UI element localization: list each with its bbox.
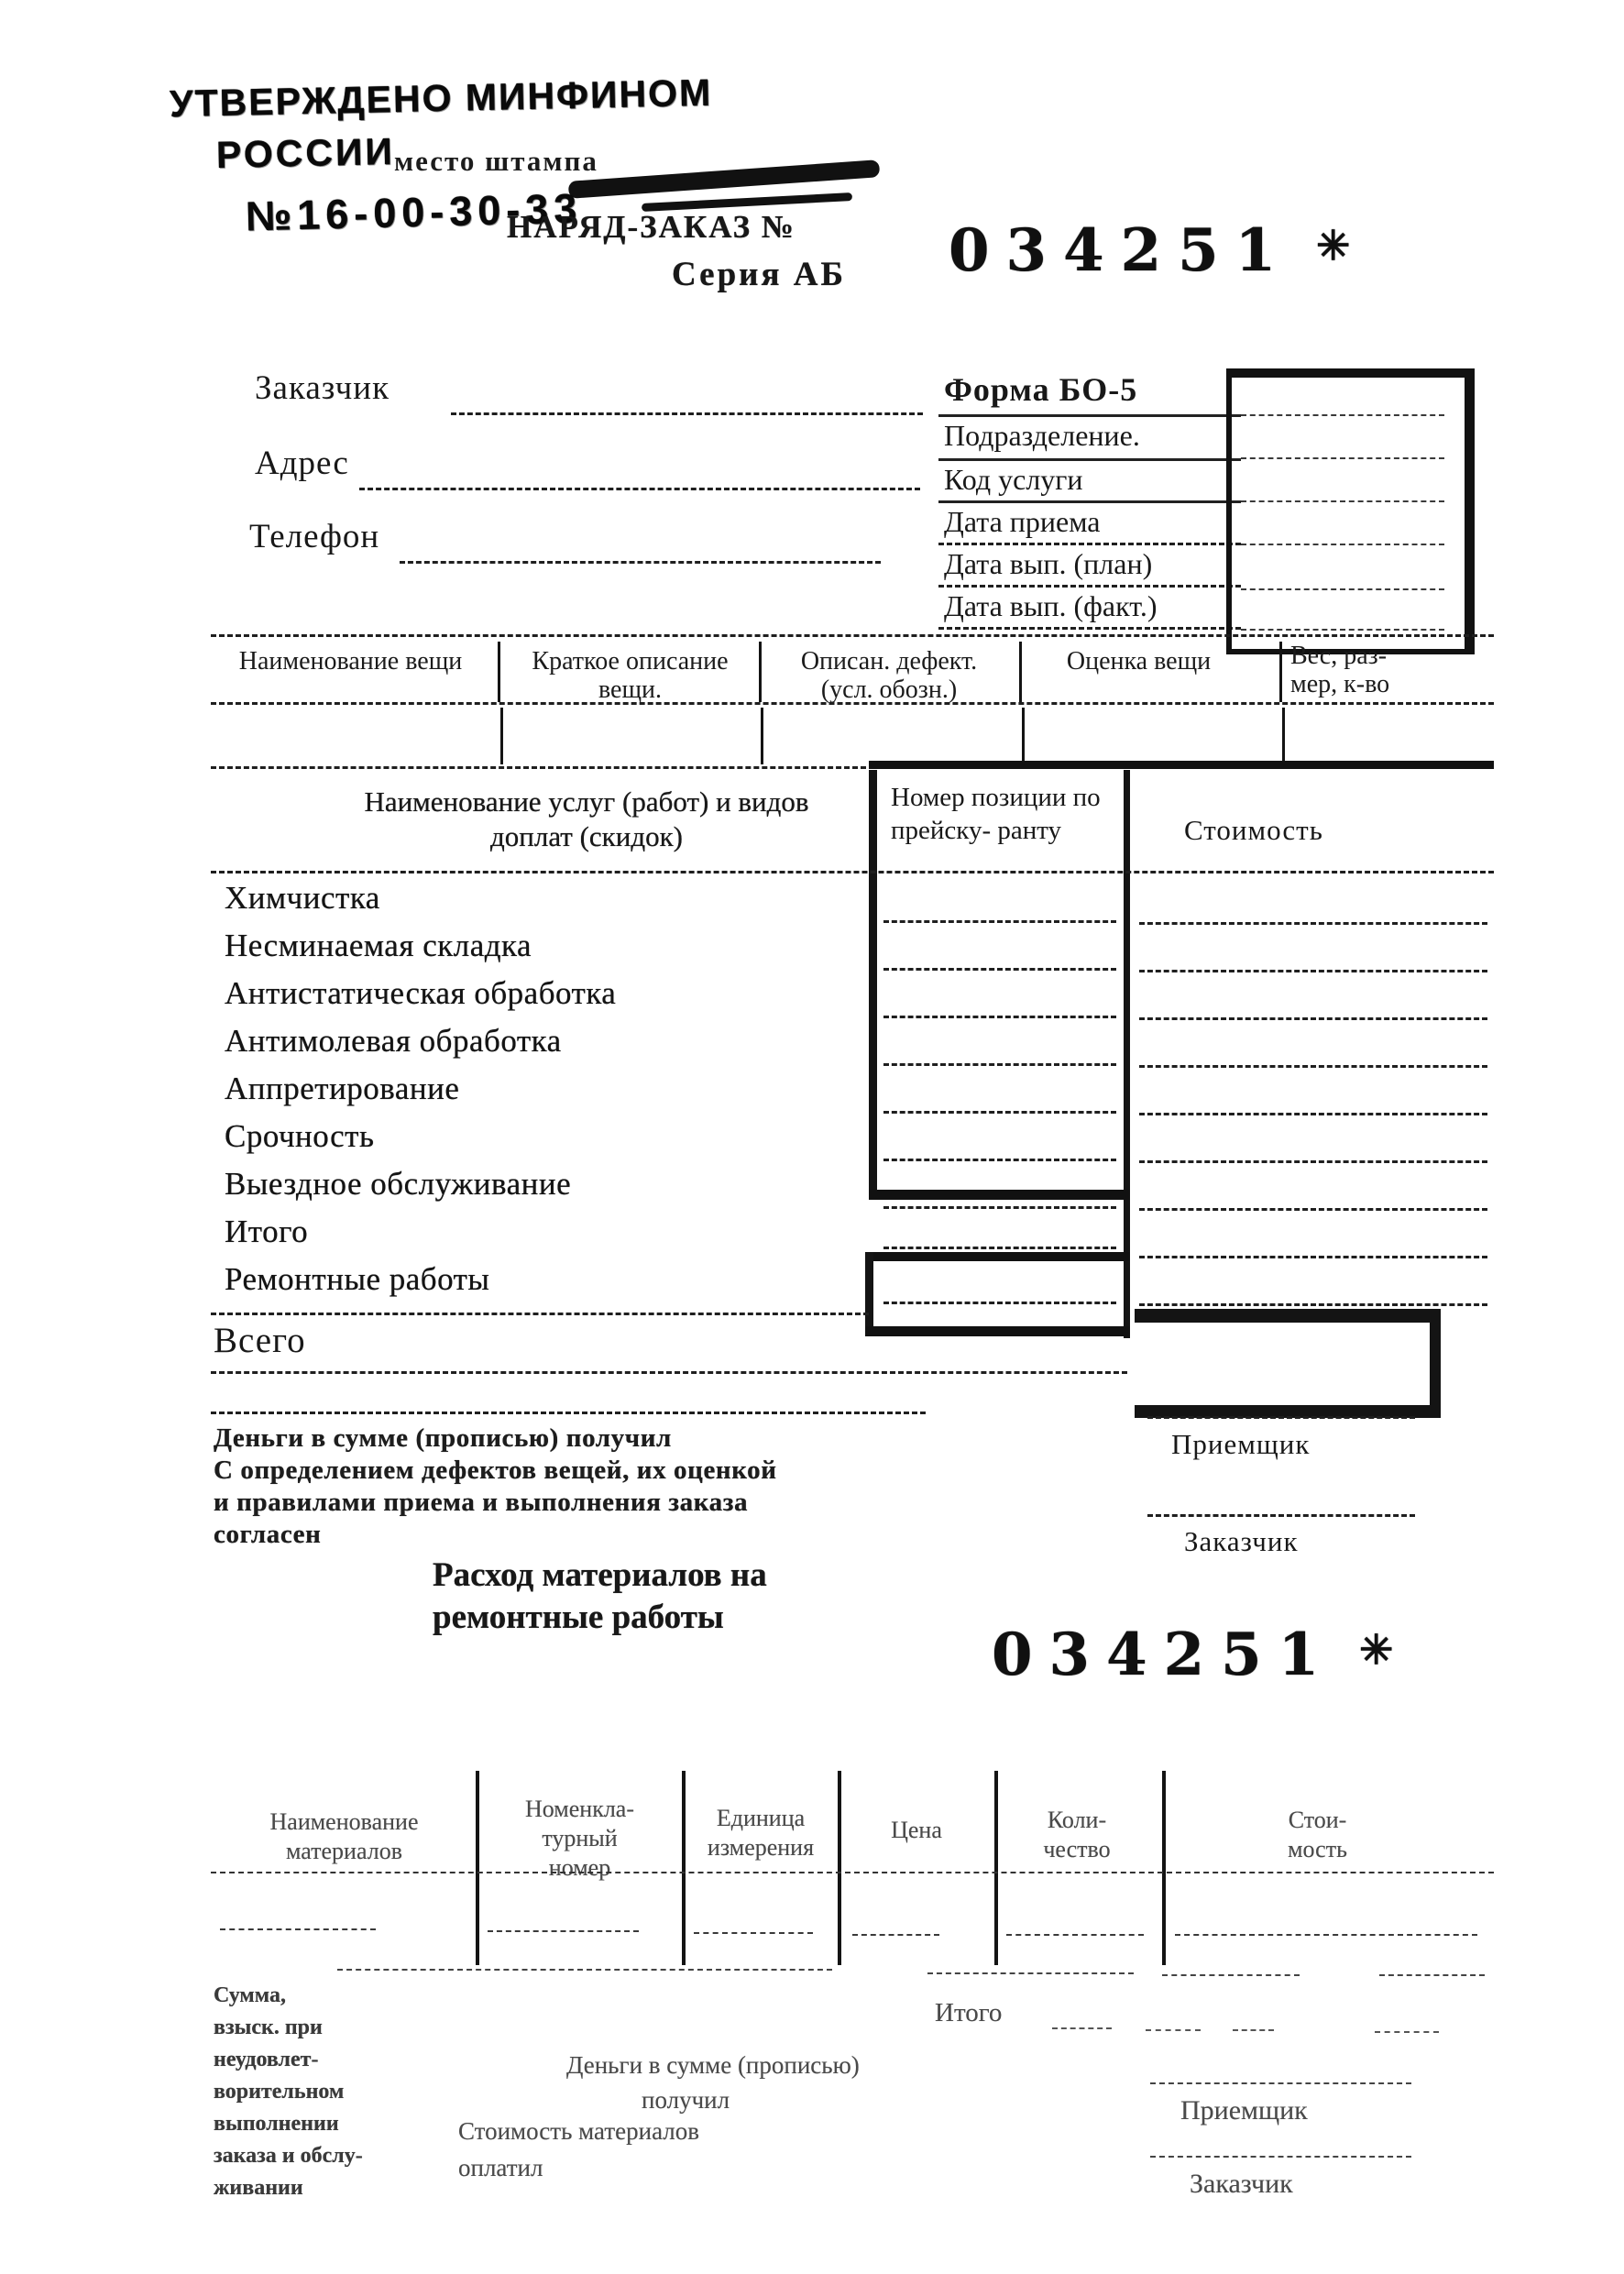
order-number: 034251 (992, 1620, 1336, 1689)
form-title: НАРЯД-ЗАКАЗ № (507, 209, 796, 245)
materials-cell-line[interactable] (694, 1932, 813, 1934)
materials-col-stock-number: Номенкла- турный номер (525, 1796, 634, 1881)
star-icon: ✳ (1359, 1627, 1394, 1674)
service-code-label: Код услуги (944, 463, 1083, 496)
ruled-line (1379, 1974, 1485, 1976)
materials-col-unit: Единица измерения (707, 1805, 815, 1861)
service-row-label: Химчистка (225, 880, 380, 916)
column-divider (1282, 708, 1285, 764)
service-row-label: Аппретирование (225, 1071, 460, 1106)
column-divider (1162, 1771, 1166, 1965)
materials-cell-line[interactable] (488, 1930, 639, 1932)
receiver-signature-label: Приемщик (1180, 2095, 1308, 2126)
date-received-label: Дата приема (944, 505, 1101, 538)
price-number-cell[interactable] (883, 1016, 1116, 1018)
materials-col-price: Цена (891, 1817, 942, 1843)
materials-section-title (433, 1554, 767, 1639)
ruled-line (1162, 1974, 1300, 1976)
heavy-rule (869, 1190, 1130, 1200)
customer-signature-label: Заказчик (1190, 2169, 1293, 2199)
ruled-line (938, 627, 1241, 630)
penalty-note-line: ворительном (214, 2080, 345, 2104)
date-due-actual-label: Дата вып. (факт.) (944, 589, 1158, 622)
materials-cost-line1: Стоимость материалов (458, 2117, 700, 2145)
cost-cell[interactable] (1139, 1303, 1487, 1306)
penalty-note-line: выполнении (214, 2112, 339, 2136)
approval-stamp-line1: УТВЕРЖДЕНО МИНФИНОМ (169, 71, 713, 126)
table-border (211, 702, 1494, 705)
materials-total-line[interactable] (1375, 2031, 1439, 2033)
penalty-note (214, 1980, 363, 2204)
materials-total-line[interactable] (1146, 2029, 1201, 2031)
penalty-note-line: взыск. при (214, 2016, 323, 2039)
ruled-line (337, 1969, 832, 1971)
confirmation-line: и правилами приема и выполнения заказа (214, 1488, 749, 1517)
penalty-note-line: Сумма, (214, 1983, 286, 2007)
heavy-rule (865, 1252, 1130, 1261)
ruled-line (938, 543, 1241, 545)
cost-cell[interactable] (1139, 1065, 1487, 1068)
column-divider (476, 1771, 479, 1965)
write-in-line[interactable] (1241, 588, 1444, 590)
cost-cell[interactable] (1139, 1208, 1487, 1211)
penalty-note-line: заказа и обслу- (214, 2144, 363, 2168)
order-number-block (992, 1620, 1393, 1689)
approval-stamp-line2: РОССИИ (215, 129, 396, 177)
write-in-line[interactable] (1241, 629, 1444, 631)
phone-input-line[interactable] (400, 561, 881, 564)
write-in-line[interactable] (1241, 500, 1444, 502)
services-col-border-left (865, 1252, 873, 1336)
column-divider (682, 1771, 686, 1965)
signature-line[interactable] (1147, 1514, 1415, 1517)
column-divider (1279, 642, 1282, 702)
table-border (211, 766, 866, 769)
services-col-number: Номер позиции по прейску- ранту (891, 783, 1101, 845)
penalty-note-line: живании (214, 2176, 303, 2200)
series-label: Серия АБ (672, 256, 846, 293)
price-number-cell[interactable] (883, 1063, 1116, 1066)
ruled-line (938, 585, 1241, 588)
write-in-line[interactable] (1241, 457, 1444, 459)
column-divider (994, 1771, 998, 1965)
services-col-name: Наименование услуг (работ) и видов доплат (скидок) (364, 785, 809, 852)
materials-cell-line[interactable] (220, 1928, 376, 1930)
table-border (211, 1872, 1494, 1873)
items-col-weight: Вес, раз- мер, к-во (1290, 642, 1390, 698)
materials-col-cost: Стои- мость (1288, 1807, 1347, 1862)
approval-stamp-number: №16-00-30-33 (245, 184, 583, 240)
money-received-line1: Деньги в сумме (прописью) (566, 2051, 860, 2079)
cost-cell[interactable] (1139, 1113, 1487, 1115)
cost-cell[interactable] (1139, 970, 1487, 972)
cost-cell[interactable] (1139, 1256, 1487, 1258)
grand-total-label: Всего (214, 1321, 306, 1360)
price-number-cell[interactable] (883, 1111, 1116, 1114)
items-col-defects: Описан. дефект. (усл. обозн.) (800, 647, 978, 704)
confirmation-line: Деньги в сумме (прописью) получил (214, 1423, 672, 1453)
price-number-cell[interactable] (883, 968, 1116, 971)
money-received-line2: получил (642, 2086, 730, 2114)
items-col-name: Наименование вещи (238, 647, 463, 676)
write-in-line[interactable] (1241, 414, 1444, 416)
confirmation-line: С определением дефектов вещей, их оценкой (214, 1456, 777, 1485)
table-border (211, 1371, 1127, 1374)
service-row-label: Итого (225, 1214, 309, 1249)
materials-total-line[interactable] (1052, 2027, 1112, 2029)
customer-signature-label: Заказчик (1184, 1525, 1299, 1557)
signature-line[interactable] (1150, 2082, 1411, 2084)
table-border (211, 871, 1494, 873)
write-in-line[interactable] (1241, 544, 1444, 545)
table-border (211, 1313, 869, 1315)
services-col-cost: Стоимость (1184, 814, 1323, 846)
items-col-valuation: Оценка вещи (1066, 647, 1212, 676)
materials-col-quantity: Коли- чество (1043, 1807, 1111, 1862)
table-border (211, 634, 1494, 637)
cost-cell[interactable] (1139, 922, 1487, 925)
grand-total-box[interactable] (1135, 1309, 1441, 1418)
column-divider (1019, 642, 1022, 702)
meta-values-box[interactable] (1226, 368, 1475, 654)
penalty-note-line: неудовлет- (214, 2048, 319, 2071)
cost-cell[interactable] (1139, 1017, 1487, 1020)
ruled-line (211, 1412, 926, 1414)
column-divider (761, 708, 763, 764)
order-number-block (949, 216, 1350, 285)
signature-line[interactable] (1150, 2156, 1411, 2158)
department-label: Подразделение. (944, 419, 1140, 452)
column-divider (759, 642, 762, 702)
ruled-line (938, 414, 1241, 417)
address-input-line[interactable] (359, 488, 920, 490)
address-label: Адрес (255, 445, 349, 482)
service-row-label: Выездное обслуживание (225, 1166, 572, 1202)
materials-title-line1: Расход материалов на (433, 1556, 767, 1594)
form-code-label: Форма БО-5 (944, 371, 1138, 408)
price-number-cell[interactable] (883, 1247, 1116, 1249)
materials-total-label: Итого (935, 1998, 1003, 2027)
materials-cell-line[interactable] (1006, 1934, 1144, 1936)
materials-col-name: Наименование материалов (269, 1808, 419, 1864)
materials-cost-line2: оплатил (458, 2154, 543, 2181)
service-row-label: Антимолевая обработка (225, 1023, 562, 1059)
heavy-rule (869, 761, 1494, 769)
cost-cell[interactable] (1139, 1160, 1487, 1163)
customer-input-line[interactable] (451, 412, 923, 415)
services-col-border-left (869, 770, 877, 1193)
price-number-cell[interactable] (883, 1206, 1116, 1209)
price-number-cell[interactable] (883, 1159, 1116, 1161)
service-row-label: Ремонтные работы (225, 1261, 490, 1297)
ruled-line (938, 458, 1241, 461)
service-row-label: Срочность (225, 1118, 375, 1154)
receiver-signature-label: Приемщик (1171, 1428, 1311, 1460)
column-divider (498, 642, 500, 702)
materials-total-line[interactable] (1233, 2029, 1274, 2031)
date-due-plan-label: Дата вып. (план) (944, 547, 1153, 580)
heavy-rule (865, 1326, 1130, 1336)
column-divider (838, 1771, 841, 1965)
signature-line[interactable] (1147, 1416, 1415, 1419)
ruled-line (927, 1972, 1134, 1974)
ruled-line (938, 500, 1241, 503)
stamp-place-overlay-text: место штампа (394, 145, 598, 177)
materials-cell-line[interactable] (1175, 1934, 1477, 1936)
column-divider (1022, 708, 1025, 764)
star-icon: ✳ (1316, 223, 1351, 269)
price-number-cell[interactable] (883, 1302, 1116, 1304)
order-number: 034251 (949, 216, 1293, 285)
confirmation-text (214, 1423, 777, 1551)
confirmation-line: согласен (214, 1520, 322, 1549)
service-row-label: Несминаемая складка (225, 928, 532, 963)
price-number-cell[interactable] (883, 920, 1116, 923)
items-col-description: Краткое описание вещи. (532, 647, 729, 704)
materials-title-line2: ремонтные работы (433, 1598, 724, 1636)
column-divider (500, 708, 503, 764)
service-row-label: Антистатическая обработка (225, 975, 617, 1011)
customer-label: Заказчик (255, 369, 390, 407)
materials-cell-line[interactable] (852, 1934, 939, 1936)
phone-label: Телефон (249, 518, 380, 555)
